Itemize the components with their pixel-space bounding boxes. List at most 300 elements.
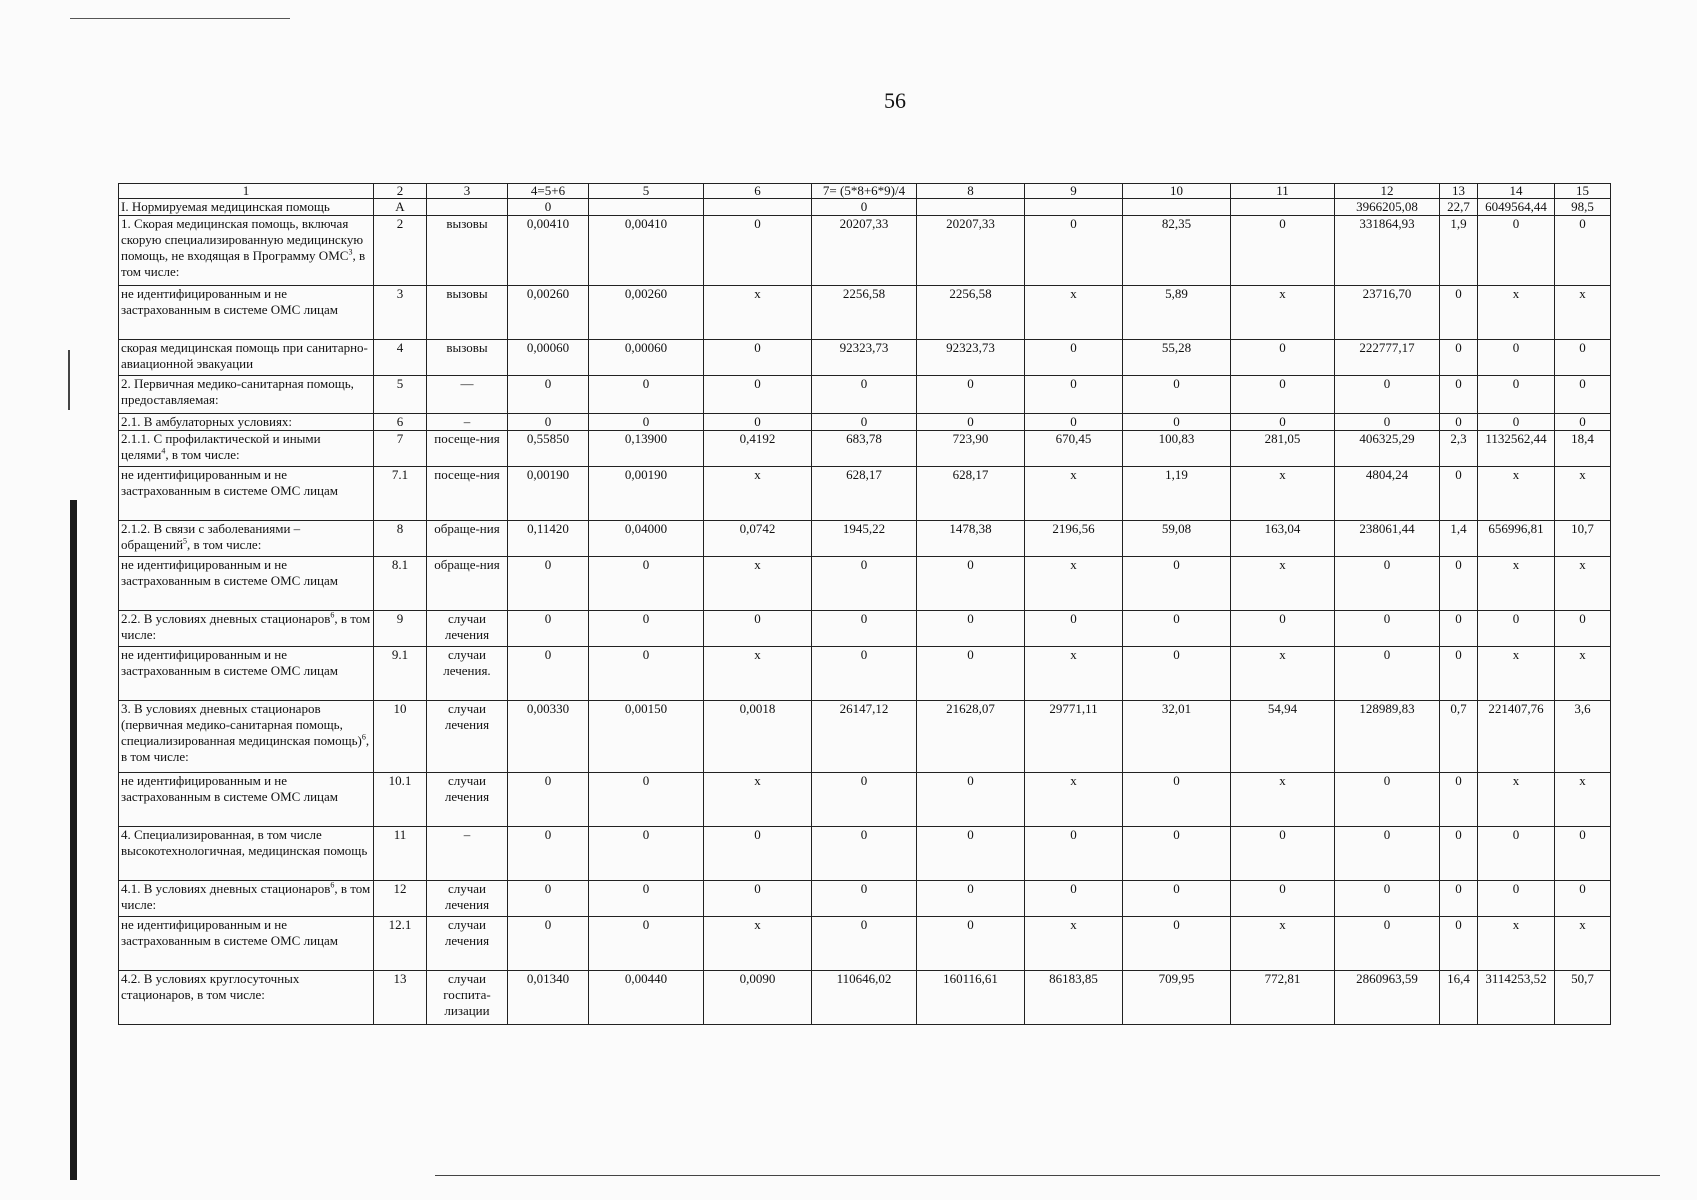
table-cell-col-11: 0 (1231, 216, 1335, 286)
table-cell-col-10 (1123, 199, 1231, 216)
table-cell-col-8: 21628,07 (917, 701, 1025, 773)
table-cell-col-15: 98,5 (1555, 199, 1611, 216)
table-row (119, 611, 1611, 647)
table-cell-col-2: 6 (374, 414, 427, 431)
table-cell-col-11: 772,81 (1231, 971, 1335, 1025)
table-cell-col-3: случаи лечения (427, 773, 508, 827)
table-cell-col-12: 4804,24 (1335, 467, 1440, 521)
table-cell-col-14: 6049564,44 (1478, 199, 1555, 216)
top-rule (70, 18, 290, 19)
row-label (119, 773, 374, 827)
table-cell-col-10: 709,95 (1123, 971, 1231, 1025)
row-label (119, 881, 374, 917)
table-cell-col-4: 0 (508, 881, 589, 917)
table-cell-col-9: х (1025, 286, 1123, 340)
table-cell-col-5: 0 (589, 881, 704, 917)
row-label-text: 2.1. В амбулаторных условиях: (121, 414, 293, 429)
table-cell-col-10: 100,83 (1123, 431, 1231, 467)
table-cell-col-8: 0 (917, 881, 1025, 917)
row-label (119, 647, 374, 701)
table-cell-col-11 (1231, 199, 1335, 216)
table-cell-col-11: х (1231, 647, 1335, 701)
table-cell-col-6: 0 (704, 881, 812, 917)
table-cell-col-15: 3,6 (1555, 701, 1611, 773)
row-label (119, 286, 374, 340)
header-cell-7: 7= (5*8+6*9)/4 (812, 184, 917, 199)
table-cell-col-5: 0,00410 (589, 216, 704, 286)
table-cell-col-3: случаи лечения (427, 917, 508, 971)
table-cell-col-8: 92323,73 (917, 340, 1025, 376)
row-label-text: 4.1. В условиях дневных стационаров (121, 881, 331, 896)
row-label-text: не идентифицированным и не застрахованным в системе ОМС лицам (121, 557, 339, 588)
table-cell-col-6: 0 (704, 827, 812, 881)
table-cell-col-15: 0 (1555, 611, 1611, 647)
table-cell-col-13: 0 (1440, 376, 1478, 414)
table-cell-col-2: 7.1 (374, 467, 427, 521)
table-row (119, 216, 1611, 286)
table-cell-col-13: 0 (1440, 917, 1478, 971)
row-label-text: не идентифицированным и не застрахованным в системе ОМС лицам (121, 467, 339, 498)
table-body (119, 184, 1611, 1025)
table-cell-col-6: х (704, 917, 812, 971)
scan-margin-bar (70, 500, 77, 1180)
table-cell-col-7: 0 (812, 376, 917, 414)
row-label-text: 1. Скорая медицинская помощь, включая скорую специализированную медицинскую помощь, не входящая в Программу ОМС (121, 216, 364, 263)
table-cell-col-10: 0 (1123, 827, 1231, 881)
table-cell-col-9: 86183,85 (1025, 971, 1123, 1025)
table-cell-col-11: х (1231, 917, 1335, 971)
table-cell-col-11: 0 (1231, 827, 1335, 881)
table-cell-col-13: 0 (1440, 611, 1478, 647)
table-cell-col-14: 0 (1478, 340, 1555, 376)
table-cell-col-3: вызовы (427, 340, 508, 376)
table-cell-col-9: 0 (1025, 414, 1123, 431)
table-cell-col-12: 0 (1335, 557, 1440, 611)
table-cell-col-15: х (1555, 557, 1611, 611)
table-cell-col-13: 16,4 (1440, 971, 1478, 1025)
table-cell-col-11: 0 (1231, 340, 1335, 376)
table-cell-col-5: 0,00190 (589, 467, 704, 521)
table-row (119, 701, 1611, 773)
table-cell-col-12: 0 (1335, 414, 1440, 431)
table-cell-col-8: 0 (917, 827, 1025, 881)
table-cell-col-10: 32,01 (1123, 701, 1231, 773)
table-cell-col-13: 0 (1440, 557, 1478, 611)
table-cell-col-11: 163,04 (1231, 521, 1335, 557)
table-cell-col-3: посеще-ния (427, 467, 508, 521)
table-cell-col-10: 59,08 (1123, 521, 1231, 557)
row-label (119, 414, 374, 431)
table-cell-col-4: 0,00060 (508, 340, 589, 376)
table-cell-col-2: 10 (374, 701, 427, 773)
row-label (119, 827, 374, 881)
table-cell-col-14: х (1478, 557, 1555, 611)
row-label (119, 340, 374, 376)
row-label (119, 917, 374, 971)
table-cell-col-6 (704, 199, 812, 216)
table-cell-col-7: 0 (812, 611, 917, 647)
table-cell-col-3: – (427, 827, 508, 881)
header-row (119, 184, 1611, 199)
table-cell-col-4: 0,00410 (508, 216, 589, 286)
table-cell-col-2: А (374, 199, 427, 216)
table-cell-col-13: 0 (1440, 286, 1478, 340)
table-cell-col-9: 0 (1025, 827, 1123, 881)
table-cell-col-5: 0,00150 (589, 701, 704, 773)
table-cell-col-11: 0 (1231, 611, 1335, 647)
table-cell-col-2: 9 (374, 611, 427, 647)
table-cell-col-11: 281,05 (1231, 431, 1335, 467)
table-cell-col-4: 0 (508, 557, 589, 611)
table-cell-col-12: 406325,29 (1335, 431, 1440, 467)
header-cell-12: 12 (1335, 184, 1440, 199)
table-cell-col-4: 0,11420 (508, 521, 589, 557)
table-cell-col-8: 0 (917, 557, 1025, 611)
footnote-ref: 6 (330, 610, 335, 620)
table-cell-col-9: х (1025, 773, 1123, 827)
table-cell-col-7: 0 (812, 917, 917, 971)
table-cell-col-8: 1478,38 (917, 521, 1025, 557)
table-cell-col-9 (1025, 199, 1123, 216)
table-cell-col-12: 0 (1335, 881, 1440, 917)
row-label-text: 2.1.1. С профилактической и иными целями (121, 431, 321, 462)
table-cell-col-15: 0 (1555, 827, 1611, 881)
row-label-tail: , в том числе: (121, 733, 370, 764)
table-cell-col-14: 0 (1478, 376, 1555, 414)
table-cell-col-12: 3966205,08 (1335, 199, 1440, 216)
table-cell-col-2: 12.1 (374, 917, 427, 971)
table-cell-col-11: х (1231, 557, 1335, 611)
table-cell-col-12: 128989,83 (1335, 701, 1440, 773)
table-row (119, 881, 1611, 917)
table-cell-col-11: 54,94 (1231, 701, 1335, 773)
margin-tick (68, 350, 70, 410)
row-label (119, 431, 374, 467)
table-cell-col-6: 0,0090 (704, 971, 812, 1025)
table-row (119, 557, 1611, 611)
table-cell-col-7: 0 (812, 557, 917, 611)
row-label (119, 557, 374, 611)
table-cell-col-5: 0,00440 (589, 971, 704, 1025)
footnote-ref: 5 (183, 536, 188, 546)
table-row (119, 773, 1611, 827)
table-cell-col-2: 8 (374, 521, 427, 557)
table-cell-col-3: — (427, 376, 508, 414)
table-cell-col-6: х (704, 557, 812, 611)
table-cell-col-3: вызовы (427, 286, 508, 340)
table-cell-col-15: 0 (1555, 414, 1611, 431)
row-label-text: 2.2. В условиях дневных стационаров (121, 611, 331, 626)
header-cell-3: 3 (427, 184, 508, 199)
table-cell-col-3: случаи лечения (427, 611, 508, 647)
table-cell-col-4: 0,00190 (508, 467, 589, 521)
row-label (119, 467, 374, 521)
table-cell-col-4: 0 (508, 199, 589, 216)
table-cell-col-2: 12 (374, 881, 427, 917)
table-cell-col-10: 55,28 (1123, 340, 1231, 376)
row-label (119, 521, 374, 557)
table-cell-col-4: 0 (508, 773, 589, 827)
table-row (119, 521, 1611, 557)
table-cell-col-7: 0 (812, 773, 917, 827)
table-cell-col-12: 0 (1335, 773, 1440, 827)
table-cell-col-9: 2196,56 (1025, 521, 1123, 557)
table-cell-col-9: 0 (1025, 611, 1123, 647)
table-cell-col-9: х (1025, 917, 1123, 971)
table-cell-col-6: х (704, 286, 812, 340)
table-cell-col-8: 0 (917, 611, 1025, 647)
table-cell-col-12: 238061,44 (1335, 521, 1440, 557)
table-cell-col-7: 0 (812, 199, 917, 216)
footnote-ref: 3 (348, 247, 353, 257)
table-cell-col-4: 0 (508, 827, 589, 881)
table-cell-col-2: 2 (374, 216, 427, 286)
table-cell-col-15: 50,7 (1555, 971, 1611, 1025)
row-label-text: не идентифицированным и не застрахованным в системе ОМС лицам (121, 286, 339, 317)
table-cell-col-8: 2256,58 (917, 286, 1025, 340)
table-row (119, 827, 1611, 881)
table-cell-col-10: 0 (1123, 414, 1231, 431)
table-cell-col-15: 18,4 (1555, 431, 1611, 467)
table-cell-col-13: 0 (1440, 647, 1478, 701)
table-cell-col-14: 221407,76 (1478, 701, 1555, 773)
table-cell-col-6: х (704, 773, 812, 827)
data-table-container (118, 183, 1610, 1025)
table-cell-col-13: 2,3 (1440, 431, 1478, 467)
table-cell-col-11: х (1231, 773, 1335, 827)
table-row (119, 376, 1611, 414)
table-cell-col-11: 0 (1231, 881, 1335, 917)
table-cell-col-2: 5 (374, 376, 427, 414)
table-cell-col-13: 22,7 (1440, 199, 1478, 216)
table-cell-col-7: 0 (812, 414, 917, 431)
row-label-text: 2. Первичная медико-санитарная помощь, предоставляемая: (121, 376, 354, 407)
row-label-text: 4. Специализированная, в том числе высокотехнологичная, медицинская помощь (121, 827, 368, 858)
table-cell-col-14: 1132562,44 (1478, 431, 1555, 467)
table-cell-col-4: 0,01340 (508, 971, 589, 1025)
table-cell-col-6: 0,0018 (704, 701, 812, 773)
header-cell-5: 5 (589, 184, 704, 199)
table-cell-col-4: 0 (508, 647, 589, 701)
footnote-ref: 6 (330, 880, 335, 890)
table-cell-col-14: 0 (1478, 827, 1555, 881)
table-cell-col-15: х (1555, 773, 1611, 827)
table-cell-col-10: 5,89 (1123, 286, 1231, 340)
table-cell-col-8: 628,17 (917, 467, 1025, 521)
table-cell-col-7: 1945,22 (812, 521, 917, 557)
table-row (119, 917, 1611, 971)
table-cell-col-13: 0 (1440, 414, 1478, 431)
table-cell-col-15: х (1555, 647, 1611, 701)
header-cell-15: 15 (1555, 184, 1611, 199)
table-cell-col-14: х (1478, 467, 1555, 521)
table-cell-col-13: 0 (1440, 773, 1478, 827)
table-cell-col-2: 11 (374, 827, 427, 881)
table-cell-col-5: 0 (589, 611, 704, 647)
row-label (119, 971, 374, 1025)
table-cell-col-2: 3 (374, 286, 427, 340)
row-label-text: не идентифицированным и не застрахованным в системе ОМС лицам (121, 773, 339, 804)
table-cell-col-4: 0,00330 (508, 701, 589, 773)
table-cell-col-11: 0 (1231, 414, 1335, 431)
row-label-text: I. Нормируемая медицинская помощь (121, 199, 330, 214)
table-cell-col-14: 3114253,52 (1478, 971, 1555, 1025)
table-cell-col-14: х (1478, 773, 1555, 827)
table-cell-col-10: 0 (1123, 647, 1231, 701)
table-cell-col-12: 0 (1335, 917, 1440, 971)
row-label-text: скорая медицинская помощь при санитарно-авиационной эвакуации (121, 340, 368, 371)
table-cell-col-13: 0 (1440, 340, 1478, 376)
table-cell-col-15: х (1555, 917, 1611, 971)
table-cell-col-6: 0 (704, 216, 812, 286)
table-cell-col-9: 0 (1025, 216, 1123, 286)
row-label (119, 199, 374, 216)
table-cell-col-11: 0 (1231, 376, 1335, 414)
row-label-text: не идентифицированным и не застрахованным в системе ОМС лицам (121, 647, 339, 678)
row-label-text: 4.2. В условиях круглосуточных стационаров, в том числе: (121, 971, 300, 1002)
table-cell-col-3 (427, 199, 508, 216)
table-row (119, 340, 1611, 376)
table-cell-col-2: 13 (374, 971, 427, 1025)
table-cell-col-8: 0 (917, 647, 1025, 701)
table-cell-col-12: 0 (1335, 827, 1440, 881)
table-cell-col-7: 0 (812, 827, 917, 881)
table-row (119, 647, 1611, 701)
table-cell-col-12: 0 (1335, 611, 1440, 647)
header-cell-13: 13 (1440, 184, 1478, 199)
table-cell-col-3: обраще-ния (427, 557, 508, 611)
table-cell-col-5: 0 (589, 557, 704, 611)
table-cell-col-7: 628,17 (812, 467, 917, 521)
row-label-tail: , в том числе: (165, 447, 240, 462)
table-cell-col-5 (589, 199, 704, 216)
table-cell-col-13: 1,9 (1440, 216, 1478, 286)
header-cell-10: 10 (1123, 184, 1231, 199)
table-cell-col-7: 683,78 (812, 431, 917, 467)
table-cell-col-15: 0 (1555, 376, 1611, 414)
table-cell-col-6: 0,0742 (704, 521, 812, 557)
row-label-text: не идентифицированным и не застрахованным в системе ОМС лицам (121, 917, 339, 948)
table-cell-col-13: 0,7 (1440, 701, 1478, 773)
row-label-tail: , в том числе: (121, 611, 371, 642)
table-cell-col-8: 0 (917, 376, 1025, 414)
table-cell-col-15: 0 (1555, 340, 1611, 376)
table-cell-col-2: 9.1 (374, 647, 427, 701)
table-cell-col-12: 0 (1335, 376, 1440, 414)
table-cell-col-14: 0 (1478, 414, 1555, 431)
row-label (119, 216, 374, 286)
table-cell-col-8: 20207,33 (917, 216, 1025, 286)
row-label-text: 2.1.2. В связи с заболеваниями – обращений (121, 521, 301, 552)
row-label (119, 611, 374, 647)
table-cell-col-12: 331864,93 (1335, 216, 1440, 286)
table-cell-col-3: случаи лечения. (427, 647, 508, 701)
table-cell-col-3: случаи госпита-лизации (427, 971, 508, 1025)
table-cell-col-12: 23716,70 (1335, 286, 1440, 340)
table-row (119, 414, 1611, 431)
table-cell-col-14: 656996,81 (1478, 521, 1555, 557)
table-cell-col-10: 0 (1123, 611, 1231, 647)
table-cell-col-5: 0 (589, 376, 704, 414)
table-cell-col-10: 0 (1123, 881, 1231, 917)
table-cell-col-12: 0 (1335, 647, 1440, 701)
table-cell-col-9: х (1025, 467, 1123, 521)
table-cell-col-7: 0 (812, 647, 917, 701)
row-label-text: 3. В условиях дневных стационаров (первичная медико-санитарная помощь, специализированная медицинская помощь) (121, 701, 362, 748)
page-number: 56 (884, 88, 906, 113)
table-cell-col-7: 20207,33 (812, 216, 917, 286)
table-cell-col-14: 0 (1478, 881, 1555, 917)
header-cell-8: 8 (917, 184, 1025, 199)
table-cell-col-9: 670,45 (1025, 431, 1123, 467)
table-cell-col-10: 0 (1123, 557, 1231, 611)
table-cell-col-5: 0 (589, 647, 704, 701)
table-cell-col-2: 4 (374, 340, 427, 376)
data-table (118, 183, 1611, 1025)
table-cell-col-2: 8.1 (374, 557, 427, 611)
footnote-ref: 6 (361, 732, 366, 742)
table-cell-col-10: 0 (1123, 376, 1231, 414)
table-cell-col-12: 2860963,59 (1335, 971, 1440, 1025)
table-cell-col-11: х (1231, 467, 1335, 521)
table-cell-col-15: 10,7 (1555, 521, 1611, 557)
table-row (119, 971, 1611, 1025)
header-cell-1: 1 (119, 184, 374, 199)
table-cell-col-8: 160116,61 (917, 971, 1025, 1025)
table-cell-col-5: 0 (589, 917, 704, 971)
row-label-tail: , в том числе: (187, 537, 262, 552)
table-cell-col-6: 0 (704, 611, 812, 647)
table-cell-col-4: 0,55850 (508, 431, 589, 467)
table-cell-col-5: 0,00060 (589, 340, 704, 376)
table-cell-col-13: 0 (1440, 881, 1478, 917)
table-cell-col-5: 0 (589, 827, 704, 881)
header-cell-9: 9 (1025, 184, 1123, 199)
table-cell-col-14: х (1478, 917, 1555, 971)
table-cell-col-7: 2256,58 (812, 286, 917, 340)
table-cell-col-8 (917, 199, 1025, 216)
table-cell-col-7: 110646,02 (812, 971, 917, 1025)
table-cell-col-6: 0 (704, 414, 812, 431)
header-cell-11: 11 (1231, 184, 1335, 199)
table-row (119, 199, 1611, 216)
row-label (119, 701, 374, 773)
table-cell-col-15: 0 (1555, 881, 1611, 917)
table-cell-col-13: 1,4 (1440, 521, 1478, 557)
table-cell-col-10: 1,19 (1123, 467, 1231, 521)
table-cell-col-9: 0 (1025, 340, 1123, 376)
row-label-tail: , в том числе: (121, 881, 371, 912)
table-cell-col-9: 0 (1025, 881, 1123, 917)
bottom-rule (435, 1175, 1660, 1176)
table-cell-col-5: 0,00260 (589, 286, 704, 340)
header-cell-4: 4=5+6 (508, 184, 589, 199)
table-cell-col-4: 0 (508, 376, 589, 414)
table-row (119, 467, 1611, 521)
table-cell-col-4: 0,00260 (508, 286, 589, 340)
table-cell-col-3: обраще-ния (427, 521, 508, 557)
table-cell-col-4: 0 (508, 917, 589, 971)
table-cell-col-6: 0 (704, 340, 812, 376)
table-cell-col-8: 0 (917, 773, 1025, 827)
table-cell-col-9: 29771,11 (1025, 701, 1123, 773)
table-cell-col-15: х (1555, 286, 1611, 340)
table-cell-col-9: 0 (1025, 376, 1123, 414)
table-cell-col-13: 0 (1440, 467, 1478, 521)
header-cell-2: 2 (374, 184, 427, 199)
table-cell-col-14: х (1478, 286, 1555, 340)
table-cell-col-14: 0 (1478, 611, 1555, 647)
